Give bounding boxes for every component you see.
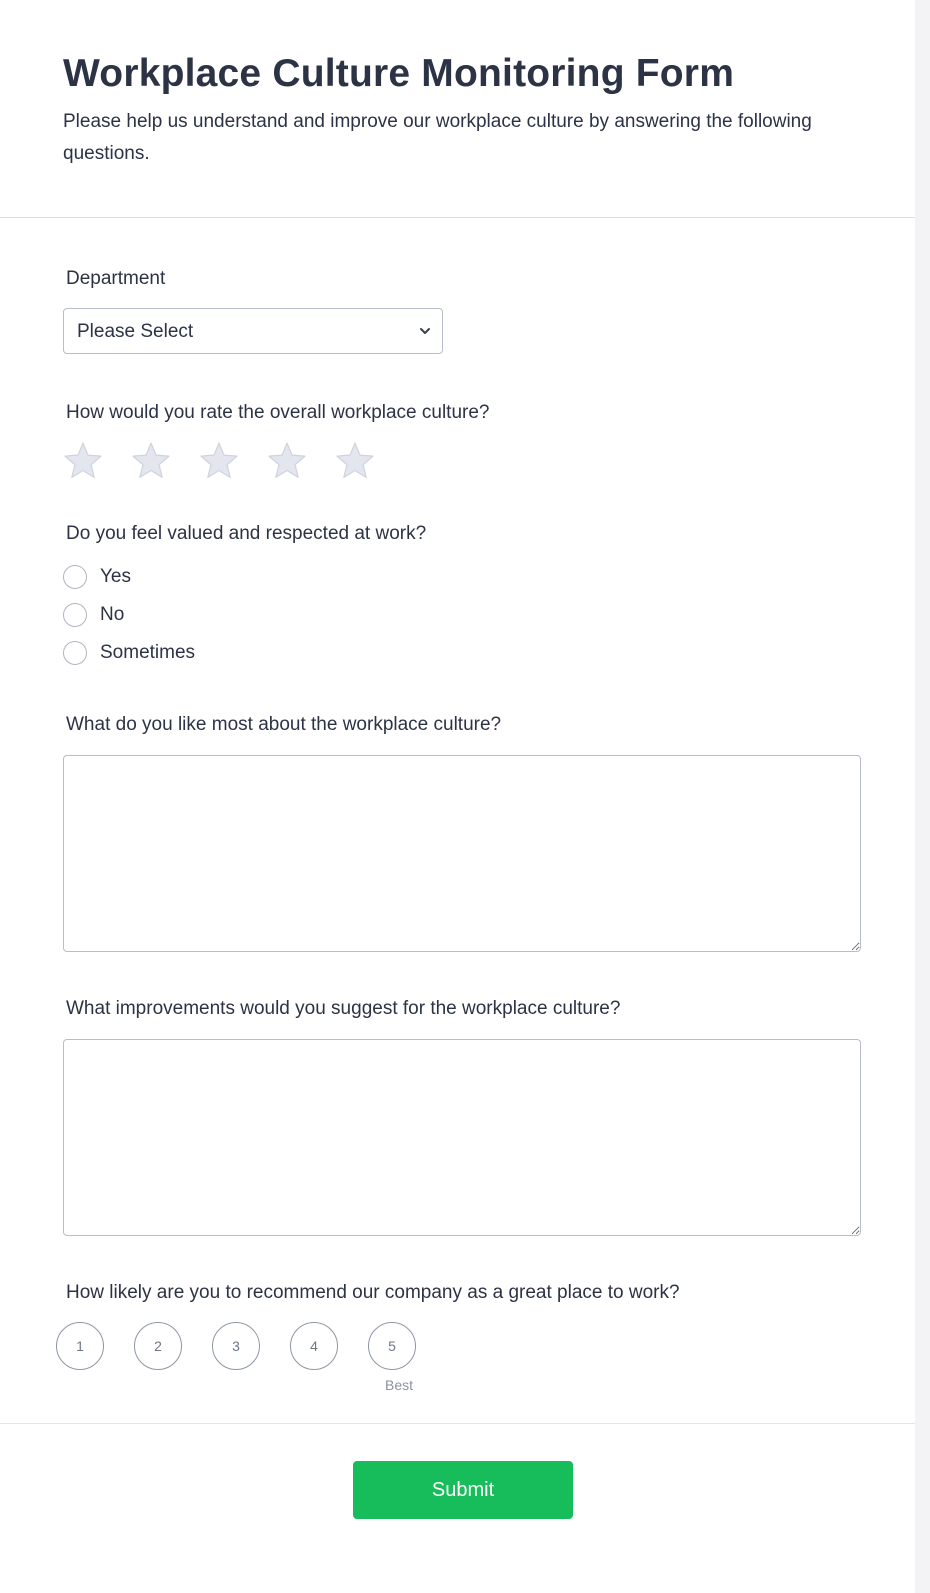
form-subtitle: Please help us understand and improve our workplace culture by answering the following questions. — [63, 111, 812, 164]
scale-option-5[interactable]: 5 — [368, 1322, 416, 1370]
star-icon[interactable] — [266, 440, 308, 482]
star-icon[interactable] — [198, 440, 240, 482]
scale-option-2[interactable]: 2 — [134, 1322, 182, 1370]
scale-option-4[interactable]: 4 — [290, 1322, 338, 1370]
likes-textarea[interactable] — [63, 755, 861, 952]
improvements-label: What improvements would you suggest for the workplace culture? — [66, 998, 621, 1019]
form-header — [0, 0, 915, 218]
radio-circle[interactable] — [63, 603, 87, 627]
radio-label-no: No — [100, 604, 125, 625]
form-title: Workplace Culture Monitoring Form — [63, 52, 735, 95]
chevron-down-icon — [418, 324, 432, 338]
recommend-label: How likely are you to recommend our company as a great place to work? — [66, 1282, 680, 1303]
scale-option-3[interactable]: 3 — [212, 1322, 260, 1370]
likes-label: What do you like most about the workplace culture? — [66, 714, 502, 735]
scale-option-1[interactable]: 1 — [56, 1322, 104, 1370]
submit-button[interactable]: Submit — [353, 1461, 573, 1519]
rating-label: How would you rate the overall workplace culture? — [66, 402, 490, 423]
department-select-value: Please Select — [77, 321, 194, 342]
valued-label: Do you feel valued and respected at work? — [66, 523, 427, 544]
star-icon[interactable] — [130, 440, 172, 482]
radio-circle[interactable] — [63, 565, 87, 589]
star-icon[interactable] — [62, 440, 104, 482]
radio-label-yes: Yes — [100, 566, 131, 587]
scale-best-caption: Best — [385, 1377, 414, 1393]
radio-label-sometimes: Sometimes — [100, 642, 196, 663]
department-select[interactable] — [63, 308, 443, 354]
star-icon[interactable] — [334, 440, 376, 482]
improvements-textarea[interactable] — [63, 1039, 861, 1236]
footer-divider — [0, 1423, 915, 1424]
department-label: Department — [66, 268, 166, 289]
radio-circle[interactable] — [63, 641, 87, 665]
